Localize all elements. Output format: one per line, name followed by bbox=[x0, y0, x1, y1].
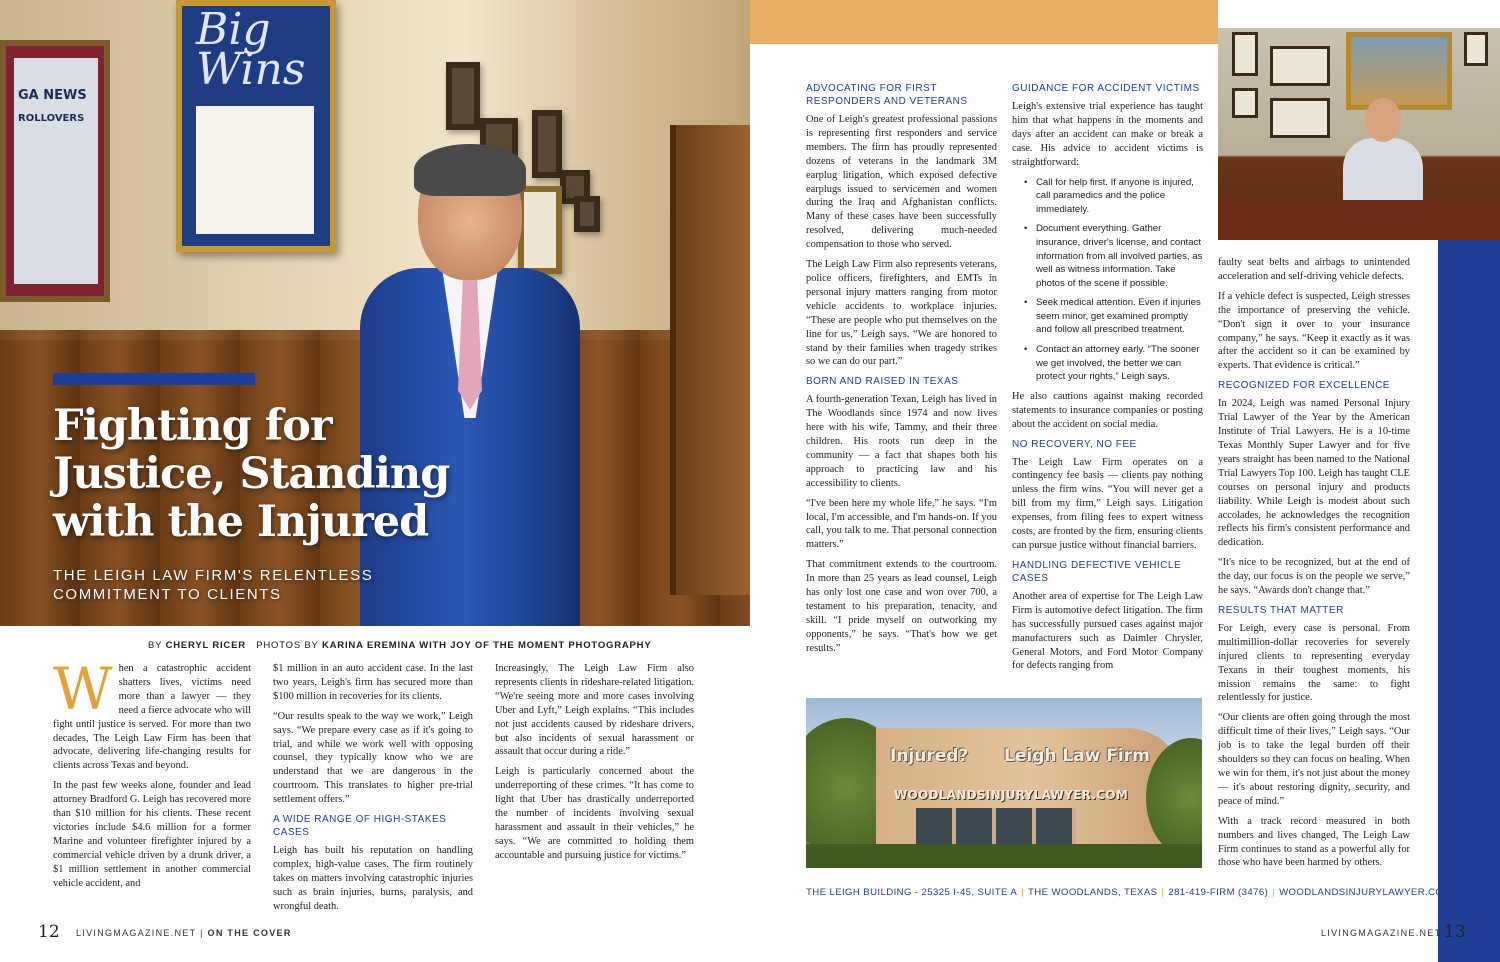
folio-section: ON THE COVER bbox=[207, 928, 292, 938]
paragraph: “Our results speak to the way we work,” Leigh says. “We prepare every case as if it's going to trial, and while we work well with opposing counsel, they typically know who we are understand that we are dangerous in the courtroom. This translates to higher pre-trial settlement offers.” bbox=[273, 710, 473, 806]
folio-right: LIVINGMAGAZINE.NET bbox=[1321, 928, 1442, 938]
right-column-1 bbox=[806, 80, 997, 662]
photo-doorway bbox=[670, 125, 750, 595]
section-heading: NO RECOVERY, NO FEE bbox=[1012, 438, 1137, 450]
photo-frame-document bbox=[196, 106, 314, 234]
paragraph: “Our clients are often going through the most difficult time of their lives,” Leigh says. “Our job is to take the legal burden off their shoulders so they can focus on healing. When we win for them, it's not just about the money — it's about restoring dignity, security, and peace of mind.” bbox=[1218, 712, 1410, 807]
left-column-3 bbox=[495, 662, 694, 869]
paragraph: For Leigh, every case is personal. From multimillion-dollar recoveries for severely injured clients to representing everyday Texans in their toughest moments, his mission remains the same: to fight relentlessly for justice. bbox=[1218, 622, 1410, 704]
article-title: Fighting for Justice, Standing with the Injured bbox=[53, 401, 450, 547]
paragraph: A fourth-generation Texan, Leigh has lived in The Woodlands since 1974 and now lives here with his wife, Tammy, and their three children. His roots run deep in the community — a fact that shapes both his approach to practicing law and his accessibility to clients. bbox=[806, 394, 997, 489]
byline-author: CHERYL RICER bbox=[165, 640, 246, 651]
byline-photos-label: PHOTOS BY bbox=[256, 640, 319, 651]
dropcap: W bbox=[53, 655, 113, 723]
folio-site: LIVINGMAGAZINE.NET bbox=[76, 928, 197, 938]
paragraph: “It's nice to be recognized, but at the end of the day, our focus is on the people we serve,” he says. “Awards don't change that.” bbox=[1218, 557, 1410, 597]
paragraph: “I've been here my whole life,” he says. “I'm local, I'm accessible, and I'm hands-on. If you call, you talk to me. That personal connection matters.” bbox=[806, 497, 997, 551]
photo-frame-big-wins-text: Big Wins bbox=[196, 4, 306, 95]
section-heading: A WIDE RANGE OF HIGH-STAKES CASES bbox=[273, 814, 447, 839]
article-subtitle: THE LEIGH LAW FIRM'S RELENTLESS COMMITMENT TO CLIENTS bbox=[53, 567, 374, 603]
page-number-left: 12 bbox=[38, 922, 60, 942]
section-heading: RESULTS THAT MATTER bbox=[1218, 604, 1344, 616]
paragraph: hen a catastrophic accident shatters lives, victims need more than a lawyer — they need a fierce advocate who will fight until justice is served. For more than two decades, The Leigh Law Firm has been that advocate, delivering life-changing results for clients across Texas and beyond. bbox=[53, 663, 251, 772]
paragraph: Increasingly, The Leigh Law Firm also represents clients in rideshare-related litigation. “We're seeing more and more cases involving Uber and Lyft,” Leigh explains. “This includes not just accidents caused by rideshare drivers, but also incidents of sexual harassment or assault that occur during a ride.” bbox=[495, 663, 694, 758]
building-sign-url: WOODLANDSINJURYLAWYER.COM bbox=[894, 788, 1129, 802]
section-heading: ADVOCATING FOR FIRST RESPONDERS AND VETERANS bbox=[806, 83, 968, 107]
byline bbox=[148, 640, 708, 651]
left-column-1 bbox=[53, 655, 251, 897]
paragraph: That commitment extends to the courtroom. In more than 25 years as lead counsel, Leigh has only lost one case and won over 700, a testament to his preparation, tenacity, and skill. “I pride myself on outworking my opponents,” he says. “That's how we get results.” bbox=[806, 559, 997, 654]
advice-list bbox=[1024, 176, 1203, 384]
paragraph: $1 million in an auto accident case. In the last two years, Leigh's firm has secured more than $100 million in recoveries for its clients. bbox=[273, 663, 473, 702]
paragraph: The Leigh Law Firm operates on a contingency fee basis — clients pay nothing unless the firm wins. “You will never get a bill from my firm,” Leigh says. Litigation expenses, from filing fees to expert witness costs, are fronted by the firm, ensuring clients can pursue justice without financial barriers. bbox=[1012, 456, 1203, 551]
photo-big-wins-frame bbox=[176, 0, 336, 252]
photo-news-frame bbox=[0, 40, 110, 302]
list-item: • Contact an attorney early. “The sooner we get involved, the better we can protect your rights,” Leigh says. bbox=[1024, 343, 1203, 384]
footer-city: THE WOODLANDS, TEXAS bbox=[1028, 887, 1158, 898]
footer-website: WOODLANDSINJURYLAWYER.COM bbox=[1279, 887, 1452, 898]
list-item: • Document everything. Gather insurance, driver's license, and contact information from all involved parties, as well as witness information. Take photos of the scene if possible. bbox=[1024, 222, 1203, 290]
paragraph: faulty seat belts and airbags to unintended acceleration and self-driving vehicle defects. bbox=[1218, 257, 1410, 282]
paragraph: He also cautions against making recorded statements to insurance companies or posting about the accident on social media. bbox=[1012, 390, 1203, 430]
photo-wall-frame bbox=[446, 62, 480, 130]
footer-separator: | bbox=[1272, 887, 1276, 898]
building-sign-injured: Injured? bbox=[890, 746, 969, 766]
section-heading: BORN AND RAISED IN TEXAS bbox=[806, 376, 959, 388]
right-column-2 bbox=[1012, 80, 1203, 679]
paragraph: Leigh is particularly concerned about the underreporting of these crimes. “It has come to light that Uber has drastically underreported the number of incidents involving sexual harassment and assault in their vehicles,” he says. “We are committed to holding them accountable and pursuing justice for victims.” bbox=[495, 766, 694, 861]
left-column-2 bbox=[273, 662, 473, 920]
footer-phone: 281-419-FIRM (3476) bbox=[1168, 887, 1269, 898]
section-heading: GUIDANCE FOR ACCIDENT VICTIMS bbox=[1012, 83, 1200, 94]
footer-address: THE LEIGH BUILDING - 25325 I-45, SUITE A bbox=[806, 887, 1018, 898]
footer-separator: | bbox=[1021, 887, 1025, 898]
right-column-3 bbox=[1218, 256, 1410, 876]
paragraph: Leigh's extensive trial experience has taught him that what happens in the moments and days after an accident can make or break a case. His advice to accident victims is straightforward: bbox=[1012, 101, 1203, 168]
page-number-right: 13 bbox=[1444, 922, 1466, 942]
office-desk bbox=[1218, 200, 1500, 240]
byline-by-label: BY bbox=[148, 640, 163, 651]
list-item: • Call for help first. If anyone is injured, call paramedics and the police immediately. bbox=[1024, 176, 1203, 217]
cover-photo bbox=[0, 0, 750, 626]
title-accent-rule bbox=[53, 373, 255, 385]
folio-left bbox=[76, 928, 292, 938]
byline-photographer: KARINA EREMINA WITH JOY OF THE MOMENT PHOTOGRAPHY bbox=[321, 640, 652, 651]
paragraph: With a track record measured in both numbers and lives changed, The Leigh Law Firm continues to stand as a powerful ally for those who have been harmed by others. bbox=[1218, 815, 1410, 869]
photo-frame-news-text: GA NEWS bbox=[18, 88, 87, 103]
list-item: • Seek medical attention. Even if injuries seem minor, get examined promptly and follow all prescribed treatment. bbox=[1024, 296, 1203, 337]
contact-footer bbox=[806, 887, 1452, 898]
office-attorney bbox=[1343, 98, 1423, 208]
section-heading: HANDLING DEFECTIVE VEHICLE CASES bbox=[1012, 559, 1182, 584]
building-sign-firm: Leigh Law Firm bbox=[1004, 746, 1150, 766]
building-photo bbox=[806, 698, 1202, 868]
office-photo bbox=[1218, 28, 1500, 240]
footer-separator: | bbox=[1161, 887, 1165, 898]
paragraph: One of Leigh's greatest professional passions is representing first responders and service members. The firm has proudly represented dozens of veterans in the landmark 3M earplug litigation, which exposed defective earplugs issued to servicemen and women during the Iraq and Afghanistan conflicts. Many of these cases have been successfully resolved, delivering much-needed compensation to those who served. bbox=[806, 114, 997, 251]
building-hedge bbox=[806, 844, 1202, 868]
photo-attorney-portrait bbox=[360, 150, 580, 626]
paragraph: Leigh has built his reputation on handling complex, high-value cases. The firm routinely takes on matters involving catastrophic injuries such as brain injuries, burns, paralysis, and wrongful death. bbox=[273, 845, 473, 912]
folio-separator: | bbox=[200, 928, 204, 938]
section-heading: RECOGNIZED FOR EXCELLENCE bbox=[1218, 380, 1390, 392]
paragraph: If a vehicle defect is suspected, Leigh stresses the importance of preserving the vehicle. “Don't sign it over to your insurance company,” he says. “Keep it exactly as it was after the accident so it can be examined by experts. That evidence is critical.” bbox=[1218, 290, 1410, 372]
paragraph: Another area of expertise for The Leigh Law Firm is automotive defect litigation. The firm has successfully pursued cases against major manufacturers such as Daimler Chrysler, General Motors, and Ford Motor Company for defects ranging from bbox=[1012, 590, 1203, 672]
blue-side-bar bbox=[1438, 240, 1500, 962]
paragraph: In 2024, Leigh was named Personal Injury Trial Lawyer of the Year by the American Institute of Trial Lawyers. He is a 10-time Texas Monthly Super Lawyer and for five years straight has been named to the National Trial Lawyers Top 100. Leigh has taught CLE courses on personal injury and products liability. While Leigh is modest about such accolades, he acknowledges the recognition reflects his firm's consistent performance and dedication. bbox=[1218, 398, 1410, 549]
paragraph: In the past few weeks alone, founder and lead attorney Bradford G. Leigh has recovered more than $10 million for his clients. These recent victories include $4.6 million for a former Marine and volunteer firefighter injured by a commercial vehicle driven by a drunk driver, a $1 million settlement in another commercial vehicle accident, and bbox=[53, 780, 251, 889]
photo-frame-rollovers-text: ROLLOVERS bbox=[18, 113, 85, 124]
paragraph: The Leigh Law Firm also represents veterans, police officers, firefighters, and EMTs in personal injury matters ranging from motor vehicle accidents to workplace injuries. “These are people who put themselves on the line for us,” Leigh says. “We are honored to stand by their families when tragedy strikes so we can do our part.” bbox=[806, 259, 997, 368]
orange-header-bar bbox=[750, 0, 1218, 44]
